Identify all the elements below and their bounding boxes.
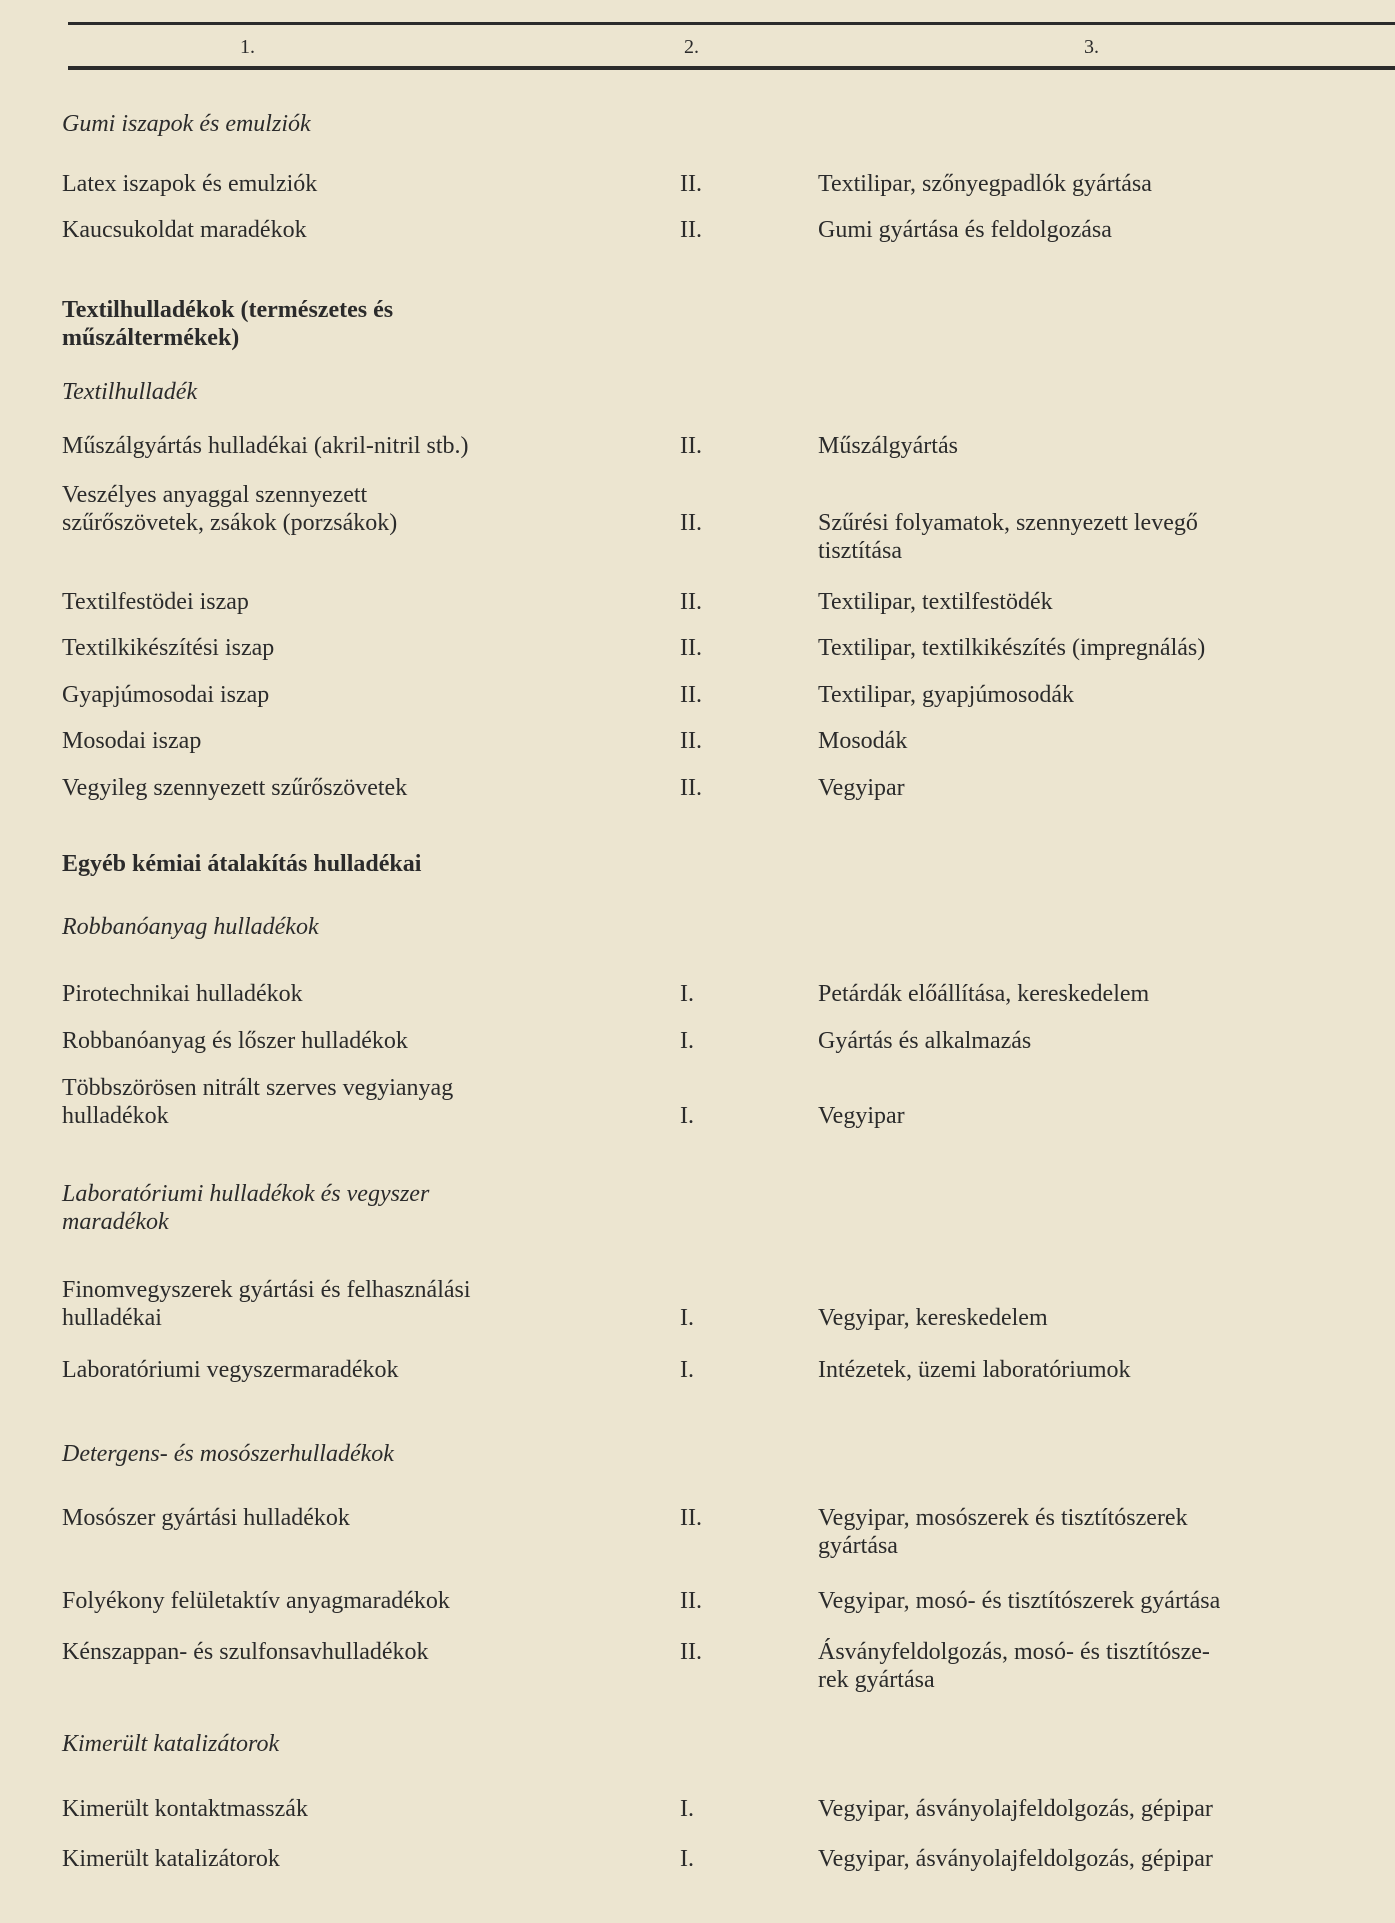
waste-name: Mosószer gyártási hulladékok (62, 1505, 350, 1531)
waste-name: Többszörösen nitrált szerves vegyianyag hulladékok (62, 1075, 454, 1129)
hazard-class: II. (680, 433, 702, 459)
header-rule (68, 66, 1395, 70)
origin: Gyártás és alkalmazás (818, 1028, 1032, 1054)
waste-name: Folyékony felületaktív anyagmaradékok (62, 1588, 450, 1614)
hazard-class: I. (680, 1357, 694, 1383)
hazard-class: II. (680, 635, 702, 661)
hazard-class: II. (680, 171, 702, 197)
origin: Textilipar, textilfestödék (818, 589, 1053, 615)
waste-name: Kaucsukoldat maradékok (62, 217, 307, 243)
origin: Mosodák (818, 728, 908, 754)
origin: Vegyipar (818, 1103, 905, 1129)
origin: Textilipar, textilkikészítés (impregnálás) (818, 635, 1206, 661)
waste-name: Kénszappan- és szulfonsavhulladékok (62, 1639, 429, 1665)
hazard-class: I. (680, 1305, 694, 1331)
hazard-class: II. (680, 510, 702, 536)
column-header-3: 3. (1084, 36, 1099, 58)
origin: Szűrési folyamatok, szennyezett levegő tisztítása (818, 510, 1198, 564)
top-rule (68, 22, 1395, 25)
origin: Gumi gyártása és feldolgozása (818, 217, 1112, 243)
hazard-class: I. (680, 981, 694, 1007)
hazard-class: II. (680, 217, 702, 243)
waste-name: Műszálgyártás hulladékai (akril-nitril stb.) (62, 433, 469, 459)
origin: Műszálgyártás (818, 433, 958, 459)
hazard-class: II. (680, 728, 702, 754)
hazard-class: II. (680, 1588, 702, 1614)
origin: Vegyipar, mosószerek és tisztítószerek gyártása (818, 1505, 1188, 1559)
hazard-class: I. (680, 1796, 694, 1822)
hazard-class: II. (680, 1505, 702, 1531)
waste-name: Veszélyes anyaggal szennyezett szűrőszövetek, zsákok (porzsákok) (62, 482, 398, 536)
waste-name: Kimerült katalizátorok (62, 1846, 280, 1872)
waste-name: Textilkikészítési iszap (62, 635, 275, 661)
hazard-class: II. (680, 775, 702, 801)
hazard-class: I. (680, 1846, 694, 1872)
origin: Ásványfeldolgozás, mosó- és tisztítósze- rek gyártása (818, 1639, 1210, 1693)
hazard-class: II. (680, 682, 702, 708)
hazard-class: II. (680, 589, 702, 615)
waste-name: Laboratóriumi vegyszermaradékok (62, 1357, 399, 1383)
origin: Textilipar, szőnyegpadlók gyártása (818, 171, 1152, 197)
hazard-class: II. (680, 1639, 702, 1665)
waste-name: Finomvegyszerek gyártási és felhasználási hulladékai (62, 1277, 471, 1331)
origin: Vegyipar, kereskedelem (818, 1305, 1048, 1331)
waste-name: Latex iszapok és emulziók (62, 171, 318, 197)
waste-name: Textilfestödei iszap (62, 589, 249, 615)
document-page: 1. 2. 3. Gumi iszapok és emulziók Latex iszapok és emulziók II. Textilipar, szőnyegpadlók gyártása Kaucsukoldat maradékok II. Gumi gyártása és feldolgozása Textilhulladékok (természetes és műszáltermékek) Textilhulladék Műszálgyártás hulladékai (akril-nitril stb.) II. Műszálgyártás Veszélyes anyaggal szennyezett szűrőszövetek, zsákok (porzsákok) II. Szűrési folyamatok, szennyezett levegő tisztítása Textilfestödei iszap II. Textilipar, textilfestödék Textilkikészítési iszap II. Textilipar, textilkikészítés (impregnálás) Gyapjúmosodai iszap II. Textilipar, gyapjúmosodák Mosodai iszap II. Mosodák Vegyileg szennyezett szűrőszövetek II. Vegyipar Egyéb kémiai átalakítás hulladékai Robbanóanyag hulladékok Pirotechnikai hulladékok I. Petárdák előállítása, kereskedelem Robbanóanyag és lőszer hulladékok I. Gyártás és alkalmazás Többszörösen nitrált szerves vegyianyag hulladékok I. Vegyipar Laboratóriumi hulladékok és vegyszer maradékok Finomvegyszerek gyártási és felhasználási hulladékai I. Vegyipar, kereskedelem Laboratóriumi vegyszermaradékok I. Intézetek, üzemi laboratóriumok Detergens- és mosószerhulladékok Mosószer gyártási hulladékok II. Vegyipar, mosószerek és tisztítószerek gyártása Folyékony felületaktív anyagmaradékok II. Vegyipar, mosó- és tisztítószerek gyártása Kénszappan- és szulfonsavhulladékok II. Ásványfeldolgozás, mosó- és tisztítósze- rek gyártása Kimerült katalizátorok Kimerült kontaktmasszák I. Vegyipar, ásványolajfeldolgozás, gépipar Kimerült katalizátorok I. Vegyipar, ásványolajfeldolgozás, gépipar (0, 0, 1395, 1923)
waste-name: Pirotechnikai hulladékok (62, 981, 303, 1007)
origin: Vegyipar (818, 775, 905, 801)
origin: Textilipar, gyapjúmosodák (818, 682, 1074, 708)
waste-name: Vegyileg szennyezett szűrőszövetek (62, 775, 408, 801)
origin: Intézetek, üzemi laboratóriumok (818, 1357, 1131, 1383)
origin: Vegyipar, ásványolajfeldolgozás, gépipar (818, 1796, 1213, 1822)
column-header-2: 2. (684, 36, 699, 58)
waste-name: Mosodai iszap (62, 728, 202, 754)
column-header-1: 1. (240, 36, 255, 58)
origin: Vegyipar, ásványolajfeldolgozás, gépipar (818, 1846, 1213, 1872)
waste-name: Kimerült kontaktmasszák (62, 1796, 308, 1822)
waste-name: Robbanóanyag és lőszer hulladékok (62, 1028, 408, 1054)
origin: Vegyipar, mosó- és tisztítószerek gyártása (818, 1588, 1221, 1614)
waste-name: Gyapjúmosodai iszap (62, 682, 270, 708)
hazard-class: I. (680, 1103, 694, 1129)
origin: Petárdák előállítása, kereskedelem (818, 981, 1150, 1007)
hazard-class: I. (680, 1028, 694, 1054)
